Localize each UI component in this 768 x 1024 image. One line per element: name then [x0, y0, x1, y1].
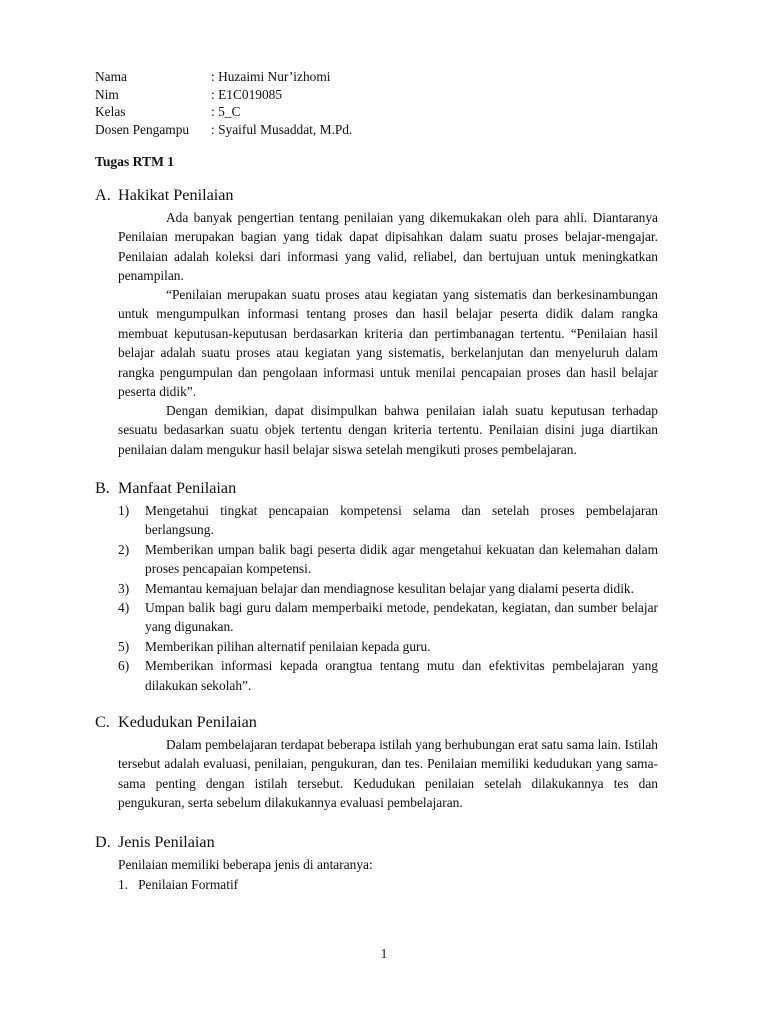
section-title: Hakikat Penilaian	[118, 186, 234, 204]
list-item	[118, 656, 658, 695]
list-text: Mengetahui tingkat pencapaian kompetensi selama dan setelah proses pembelajaran berlangsung.	[145, 503, 658, 538]
section-c-paragraph	[118, 735, 658, 813]
section-a-heading	[95, 186, 234, 205]
info-label: Nim	[95, 86, 119, 102]
info-row-name	[95, 68, 352, 86]
list-number: 3)	[118, 580, 130, 596]
paragraph-text: Dengan demikian, dapat disimpulkan bahwa penilaian ialah suatu keputusan terhadap sesuatu bedasarkan suatu objek tertentu dengan kriteria tertentu. Penilaian disini juga diartikan penilaian dalam mengukur hasil belajar siswa setelah mengikuti proses pembelajaran.	[118, 403, 658, 457]
list-item	[118, 598, 658, 637]
list-text: Memberikan informasi kepada orangtua tentang mutu dan efektivitas pembelajaran yang dilakukan sekolah”.	[145, 658, 658, 693]
info-label: Kelas	[95, 104, 126, 119]
task-title: Tugas RTM 1	[95, 154, 175, 169]
section-title: Kedudukan Penilaian	[118, 713, 257, 731]
section-letter: C.	[95, 713, 110, 731]
section-a-paragraph-2	[118, 285, 658, 401]
section-a-paragraph-3	[118, 401, 658, 459]
info-value: : Huzaimi Nur’izhomi	[211, 69, 331, 84]
info-row-class	[95, 103, 352, 121]
section-d-intro: Penilaian memiliki beberapa jenis di antaranya:	[118, 857, 373, 872]
list-text: Umpan balik bagi guru dalam memperbaiki metode, pendekatan, kegiatan, dan sumber belajar yang digunakan.	[145, 600, 658, 635]
list-text: Memantau kemajuan belajar dan mendiagnose kesulitan belajar yang dialami peserta didik.	[145, 580, 634, 596]
info-value: : E1C019085	[211, 86, 283, 102]
list-text: Memberikan pilihan alternatif penilaian kepada guru.	[145, 638, 431, 654]
list-number: 4)	[118, 600, 130, 616]
section-letter: D.	[95, 833, 111, 851]
section-a-paragraph-1	[118, 208, 658, 286]
section-b-heading	[95, 479, 236, 498]
list-number: 1)	[118, 503, 130, 518]
section-title: Manfaat Penilaian	[118, 479, 237, 497]
section-d-heading	[95, 833, 215, 852]
list-number: 6)	[118, 658, 130, 674]
info-row-lecturer	[95, 121, 352, 139]
list-item	[118, 540, 658, 579]
list-number: 2)	[118, 541, 130, 557]
info-label: Nama	[95, 69, 127, 84]
paragraph-text: Ada banyak pengertian tentang penilaian yang dikemukakan oleh para ahli. Diantaranya Penilaian merupakan bagian yang tidak dapat dipisahkan dalam suatu proses belajar-mengajar. Penilaian adalah koleksi dari informasi yang valid, reliabel, dan bertujuan untuk meningkatkan penampilan.	[118, 210, 658, 284]
list-item	[118, 637, 658, 656]
page-number: 1	[380, 946, 388, 961]
info-value: : Syaiful Musaddat, M.Pd.	[211, 121, 353, 137]
info-row-nim	[95, 86, 352, 104]
list-item	[118, 579, 658, 598]
section-letter: B.	[95, 479, 110, 497]
benefits-list	[118, 501, 658, 695]
student-info	[95, 68, 352, 138]
info-label: Dosen Pengampu	[95, 121, 190, 137]
section-d-item-1: 1. Penilaian Formatif	[118, 877, 239, 892]
list-item	[118, 501, 658, 540]
info-value: : 5_C	[211, 104, 241, 119]
paragraph-text: “Penilaian merupakan suatu proses atau kegiatan yang sistematis dan berkesinambungan untuk mengumpulkan informasi tentang proses dan hasil belajar peserta didik dalam rangka membuat keputusan-keputusan berdasarkan kriteria dan pertimbanagan tertentu. “Penilaian hasil belajar adalah suatu proses atau kegiatan yang sistematis, berkelanjutan dan menyeluruh dalam rangka pengumpulan dan pengolaan informasi untuk menilai pencapaian proses dan hasil belajar peserta didik”.	[118, 287, 658, 400]
list-number: 5)	[118, 638, 130, 654]
paragraph-text: Dalam pembelajaran terdapat beberapa istilah yang berhubungan erat satu sama lain. Istilah tersebut adalah evaluasi, penilaian, pengukuran, dan tes. Penilaian memiliki kedudukan yang sama-sama penting dengan istilah tersebut. Kedudukan penilaian setelah dilakukannya tes dan pengukuran, serta sebelum dilakukannya evaluasi pembelajaran.	[118, 737, 658, 811]
list-text: Memberikan umpan balik bagi peserta didik agar mengetahui kekuatan dan kelemahan dalam proses pencapaian kompetensi.	[145, 541, 658, 577]
section-title: Jenis Penilaian	[118, 833, 215, 851]
section-letter: A.	[95, 186, 111, 204]
section-c-heading	[95, 713, 257, 732]
